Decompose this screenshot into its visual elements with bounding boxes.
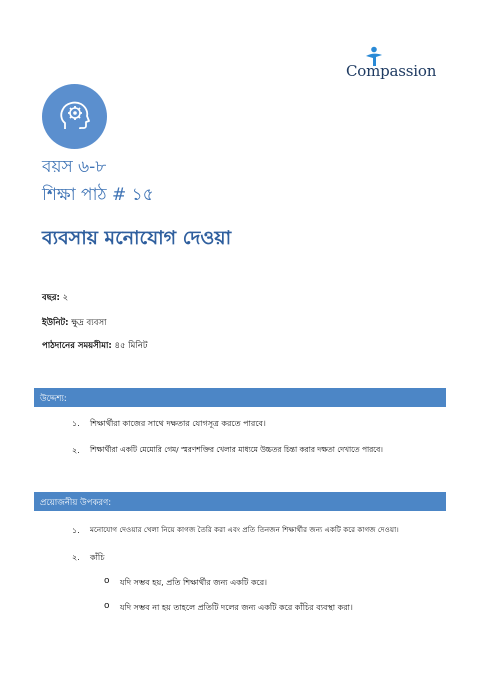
objectives-header: উদ্দেশ্য: — [34, 388, 446, 407]
lesson-icon-circle — [42, 84, 107, 149]
objective-number: ২. — [72, 446, 80, 455]
objective-number: ১. — [72, 419, 80, 428]
year-value: ২ — [62, 293, 69, 303]
objective-item: শিক্ষার্থীরা কাজের সাথে দক্ষতার যোগসূত্র করতে পারবে। — [90, 419, 266, 428]
sub-bullet-icon: o — [104, 576, 110, 586]
time-value: ৪৫ মিনিট — [114, 341, 148, 351]
material-number: ২. — [72, 553, 80, 562]
sub-bullet-icon: o — [104, 601, 110, 611]
unit-value: ক্ষুদ্র ব্যবসা — [71, 318, 107, 328]
logo-text: Compassion — [346, 62, 437, 80]
time-label: পাঠদানের সময়সীমা: — [42, 341, 112, 351]
head-gear-icon — [57, 99, 93, 135]
objective-item: শিক্ষার্থীরা একটি মেমোরি গেম/ স্মরণশক্তির খেলার মাধ্যমে উচ্চতর চিন্তা করার দক্ষতা দেখাতে পারবে। — [90, 445, 383, 454]
material-item: মনোযোগ দেওয়ার খেলা নিয়ে কাগজ তৈরি করা এবং প্রতি তিনজন শিক্ষার্থীর জন্য একটি করে কাগজ দেওয়া। — [90, 525, 399, 534]
meta-year — [42, 291, 68, 305]
compassion-logo — [346, 46, 446, 90]
meta-time — [42, 339, 148, 353]
meta-unit — [42, 316, 107, 330]
age-range: বয়স ৬-৮ — [42, 157, 107, 177]
materials-header: প্রয়োজনীয় উপকরণ: — [34, 492, 446, 511]
material-subitem: যদি সম্ভব না হয় তাহলে প্রতিটি দলের জন্য একটি করে কাঁচির ব্যবস্থা করা। — [120, 603, 353, 612]
lesson-title: ব্যবসায় মনোযোগ দেওয়া — [42, 227, 232, 249]
year-label: বছর: — [42, 293, 60, 303]
material-number: ১. — [72, 526, 80, 535]
material-item: কাঁচি — [90, 553, 105, 562]
material-subitem: যদি সম্ভব হয়, প্রতি শিক্ষার্থীর জন্য একটি করে। — [120, 578, 268, 587]
unit-label: ইউনিট: — [42, 318, 69, 328]
lesson-number: শিক্ষা পাঠ # ১৫ — [42, 185, 154, 205]
